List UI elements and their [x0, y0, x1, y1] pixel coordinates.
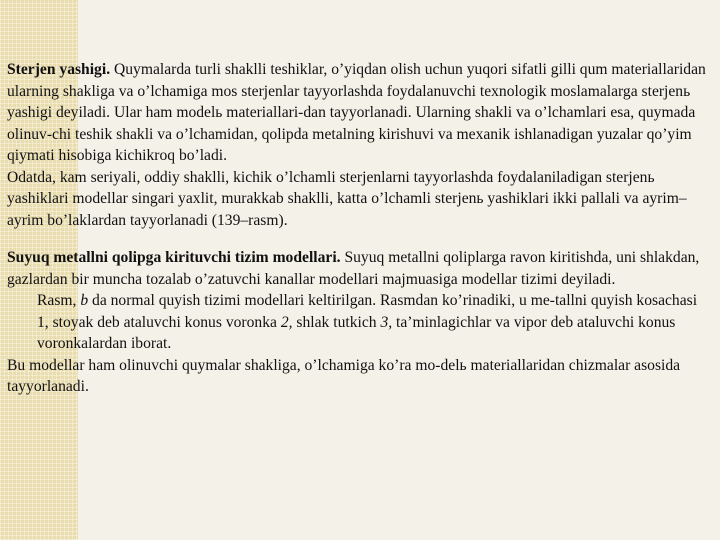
- gating-system-text: Suyuq metallni qoliplarga ravon kiritishda, uni shlakdan, gazlardan bir muncha tozalab o’zatuvchi kanallar modellari majmuasiga modellar tizimi deyiladi.: [7, 249, 700, 288]
- core-box-term: Sterjen yashigi.: [7, 61, 111, 78]
- figure-text-d: 2,: [280, 313, 293, 331]
- core-box-text: Quymalarda turli shaklli teshiklar, o’yiqdan olish uchun yuqori sifatli gilli qum materiallaridan ularning shakliga va o’lchamiga mos sterjenlar tayyorlashda foydalanuvchi texnologik moslamalarga sterjenь yashigi deyiladi. Ular ham modelь materiallari-dan tayyorlanadi. Ularning shakli va o’lchamlari esa, quymada olinuv-chi teshik shakli va o’lchamidan, qolipda metalning kirishuvi va mexanik ishlanadigan yuzalar qo’yim qiymati hisobiga kichikroq bo’ladi.: [7, 61, 706, 164]
- gating-system-term: Suyuq metallni qolipga kirituvchi tizim modellari.: [7, 249, 341, 266]
- figure-text-c: da normal quyish tizimi modellari keltirilgan. Rasmdan ko’rinadiki, u me-tallni quyish kosachasi 1, stoyak deb ataluvchi konus voronka: [37, 292, 698, 331]
- core-box-definition: [7, 59, 707, 167]
- core-box-types-paragraph: Odatda, kam seriyali, oddiy shaklli, kichik o’lchamli sterjenlarni tayyorlashda foydalaniladigan sterjenь yashiklari modellar singari yaxlit, murakkab shaklli, katta o’lchamli sterjenь yashiklari ikki pallali va ayrim–ayrim bo’laklardan tayyorlanadi (139–rasm).: [7, 168, 687, 229]
- section-core-box: [7, 59, 707, 231]
- figure-text-a: Rasm,: [37, 292, 81, 309]
- figure-text-f: 3,: [380, 313, 393, 331]
- document-body: [7, 59, 707, 398]
- figure-text-e: shlak tutkich: [292, 313, 381, 331]
- gating-system-drawings-paragraph: Bu modellar ham olinuvchi quymalar shakliga, o’lchamiga ko’ra mo-delь materiallaridan chizmalar asosida tayyorlanadi.: [7, 356, 681, 395]
- figure-text-g: ta’minlagichlar va vipor deb ataluvchi konus voronkalardan iborat.: [37, 313, 676, 352]
- gating-system-definition: [7, 247, 707, 290]
- section-gating-system: [7, 247, 707, 398]
- figure-text-b: b: [80, 292, 89, 309]
- gating-system-figure-paragraph: [7, 290, 707, 355]
